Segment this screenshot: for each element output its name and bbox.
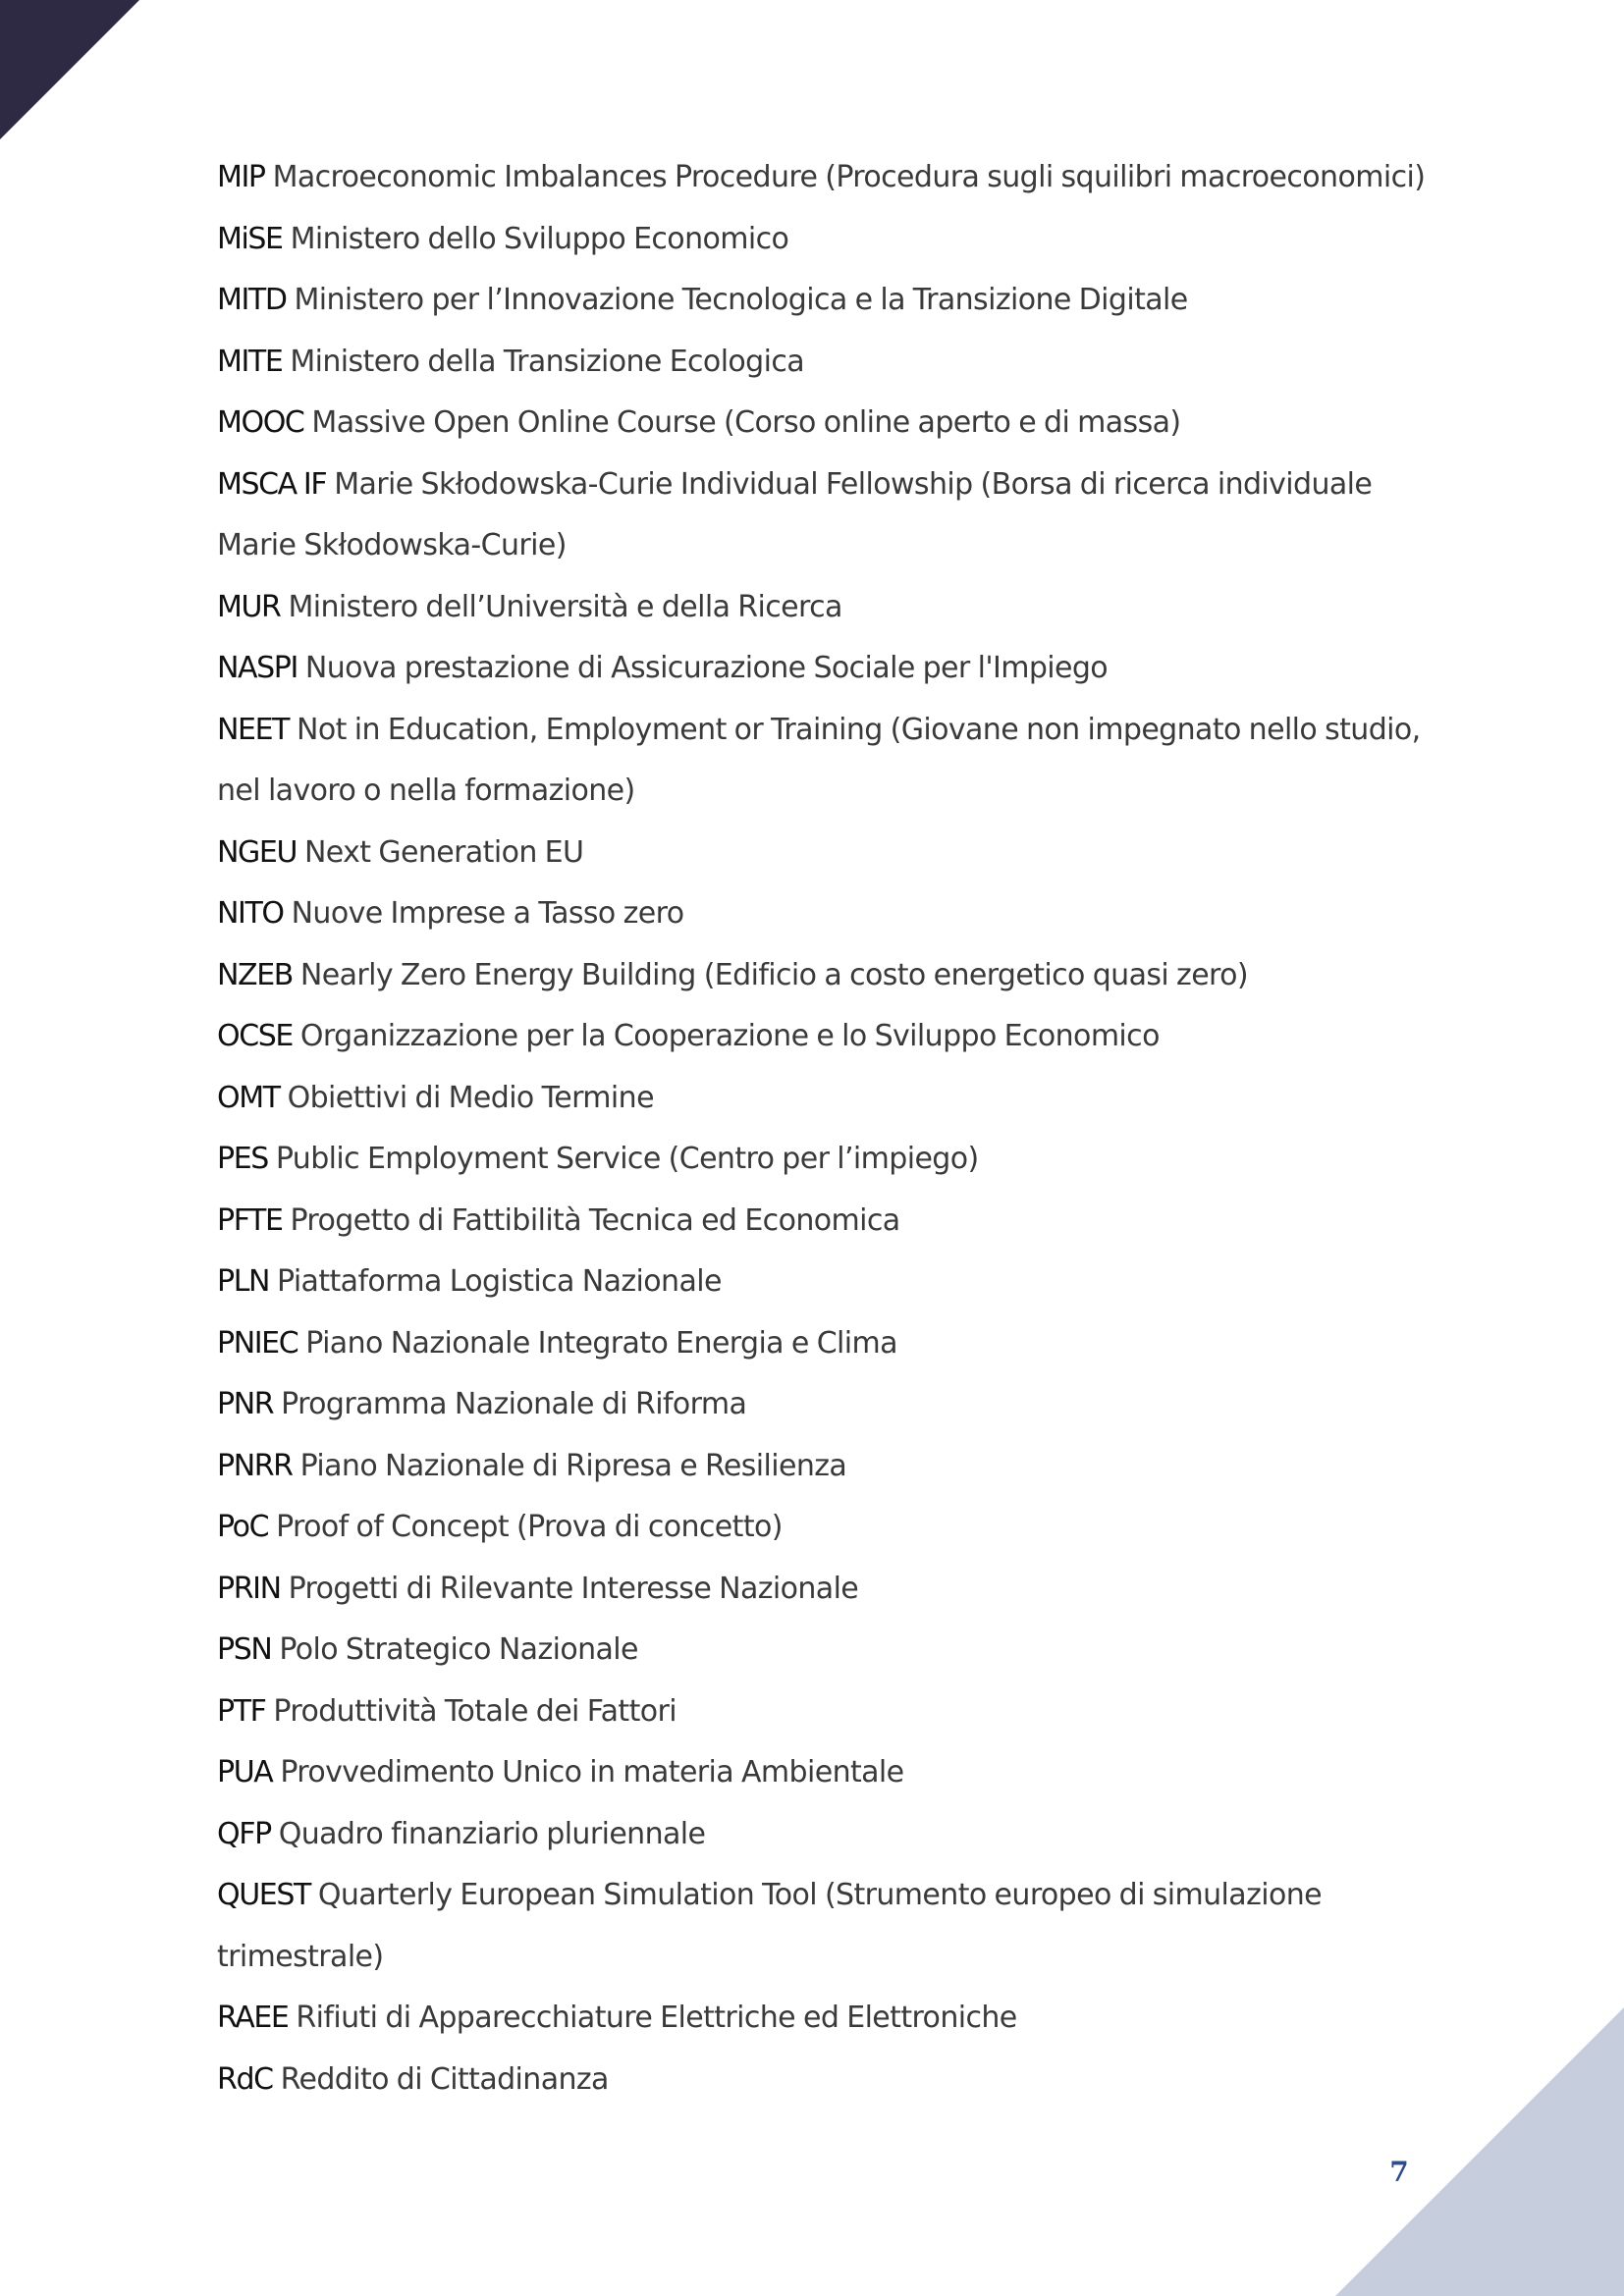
glossary-definition: Produttività Totale dei Fattori xyxy=(273,1693,677,1729)
glossary-abbreviation: PRIN xyxy=(217,1571,281,1606)
glossary-entry xyxy=(217,209,1435,271)
glossary-abbreviation: RdC xyxy=(217,2061,273,2097)
glossary-abbreviation: PNR xyxy=(217,1387,274,1421)
glossary-definition: Progetti di Rilevante Interesse Nazionale xyxy=(288,1571,859,1606)
glossary-definition: Quadro finanziario pluriennale xyxy=(278,1816,706,1851)
glossary-entry xyxy=(217,1742,1435,1804)
glossary-abbreviation: MIP xyxy=(217,160,265,194)
glossary-entry xyxy=(217,1497,1435,1559)
glossary-abbreviation: PSN xyxy=(217,1632,272,1667)
glossary-definition: Next Generation EU xyxy=(303,834,584,870)
glossary-definition: Marie Skłodowska-Curie Individual Fellowship (Borsa di ricerca individuale Marie Skłodowska-Curie) xyxy=(217,466,1373,562)
glossary-entry xyxy=(217,1191,1435,1253)
glossary-entry xyxy=(217,1865,1435,1988)
glossary-definition: Piattaforma Logistica Nazionale xyxy=(276,1264,722,1299)
glossary-definition: Quarterly European Simulation Tool (Strumento europeo di simulazione trimestrale) xyxy=(217,1878,1322,1974)
glossary-abbreviation: NGEU xyxy=(217,834,298,870)
glossary-entry xyxy=(217,2050,1435,2111)
glossary-entry xyxy=(217,1559,1435,1621)
glossary-definition: Piano Nazionale Integrato Energia e Clima xyxy=(305,1325,897,1361)
glossary-abbreviation: MiSE xyxy=(217,221,283,256)
glossary-abbreviation: PUA xyxy=(217,1755,273,1789)
glossary-abbreviation: PTF xyxy=(217,1693,266,1729)
glossary-definition: Organizzazione per la Cooperazione e lo Sviluppo Economico xyxy=(299,1019,1160,1053)
glossary-entry xyxy=(217,700,1435,823)
glossary-abbreviation: NEET xyxy=(217,712,290,747)
glossary-definition: Nuova prestazione di Assicurazione Sociale per l'Impiego xyxy=(304,651,1109,685)
glossary-entry xyxy=(217,1006,1435,1068)
glossary-definition: Provvedimento Unico in materia Ambientale xyxy=(280,1755,904,1789)
glossary-entry xyxy=(217,1068,1435,1130)
glossary-definition: Massive Open Online Course (Corso online aperto e di massa) xyxy=(311,405,1181,440)
glossary-abbreviation: OMT xyxy=(217,1080,280,1115)
glossary-definition: Rifiuti di Apparecchiature Elettriche ed Elettroniche xyxy=(296,2001,1017,2035)
glossary-definition: Ministero per l’Innovazione Tecnologica e la Transizione Digitale xyxy=(294,283,1188,317)
glossary-abbreviation: PoC xyxy=(217,1510,269,1544)
glossary-abbreviation: PNIEC xyxy=(217,1325,298,1361)
glossary-definition: Ministero dello Sviluppo Economico xyxy=(290,221,789,256)
glossary-list xyxy=(217,147,1435,2110)
glossary-definition: Not in Education, Employment or Training (Giovane non impegnato nello studio, nel lavoro o nella formazione) xyxy=(217,712,1421,808)
glossary-entry xyxy=(217,332,1435,394)
glossary-entry xyxy=(217,1129,1435,1191)
glossary-definition: Progetto di Fattibilità Tecnica ed Economica xyxy=(290,1202,900,1238)
glossary-abbreviation: NZEB xyxy=(217,957,293,992)
glossary-definition: Proof of Concept (Prova di concetto) xyxy=(276,1510,783,1544)
glossary-entry xyxy=(217,393,1435,454)
glossary-definition: Obiettivi di Medio Termine xyxy=(287,1080,654,1115)
glossary-entry xyxy=(217,454,1435,577)
glossary-definition: Piano Nazionale di Ripresa e Resilienza xyxy=(299,1448,847,1483)
glossary-abbreviation: QFP xyxy=(217,1816,271,1851)
glossary-definition: Nearly Zero Energy Building (Edificio a costo energetico quasi zero) xyxy=(299,957,1248,992)
glossary-entry xyxy=(217,147,1435,209)
glossary-abbreviation: RAEE xyxy=(217,2001,289,2035)
glossary-entry xyxy=(217,1804,1435,1866)
glossary-abbreviation: PNRR xyxy=(217,1448,293,1483)
glossary-entry xyxy=(217,270,1435,332)
glossary-entry xyxy=(217,1374,1435,1436)
glossary-abbreviation: MITD xyxy=(217,283,287,317)
glossary-abbreviation: PES xyxy=(217,1142,268,1176)
glossary-definition: Reddito di Cittadinanza xyxy=(280,2061,609,2097)
glossary-abbreviation: QUEST xyxy=(217,1878,310,1912)
glossary-entry xyxy=(217,577,1435,639)
glossary-entry xyxy=(217,638,1435,700)
glossary-definition: Ministero dell’Università e della Ricerca xyxy=(288,589,842,624)
glossary-abbreviation: OCSE xyxy=(217,1019,293,1053)
glossary-abbreviation: NITO xyxy=(217,896,284,931)
glossary-entry xyxy=(217,1436,1435,1498)
glossary-definition: Public Employment Service (Centro per l’impiego) xyxy=(275,1142,979,1176)
glossary-abbreviation: PLN xyxy=(217,1264,270,1299)
glossary-entry xyxy=(217,823,1435,884)
glossary-entry xyxy=(217,1313,1435,1375)
glossary-definition: Polo Strategico Nazionale xyxy=(279,1632,638,1667)
glossary-entry xyxy=(217,1252,1435,1313)
glossary-definition: Nuove Imprese a Tasso zero xyxy=(291,896,684,931)
glossary-entry xyxy=(217,883,1435,945)
page-number: 7 xyxy=(1389,2156,1409,2188)
glossary-abbreviation: MITE xyxy=(217,344,283,379)
glossary-abbreviation: MSCA IF xyxy=(217,466,327,502)
glossary-abbreviation: MOOC xyxy=(217,405,304,440)
glossary-entry xyxy=(217,1682,1435,1743)
glossary-definition: Programma Nazionale di Riforma xyxy=(281,1387,747,1421)
glossary-abbreviation: PFTE xyxy=(217,1202,283,1238)
glossary-definition: Ministero della Transizione Ecologica xyxy=(290,344,805,379)
glossary-definition: Macroeconomic Imbalances Procedure (Procedura sugli squilibri macroeconomici) xyxy=(272,160,1426,194)
glossary-abbreviation: NASPI xyxy=(217,651,298,685)
glossary-entry xyxy=(217,1620,1435,1682)
corner-decoration-top-left xyxy=(0,0,139,139)
glossary-entry xyxy=(217,1988,1435,2050)
glossary-abbreviation: MUR xyxy=(217,589,281,624)
glossary-entry xyxy=(217,945,1435,1007)
